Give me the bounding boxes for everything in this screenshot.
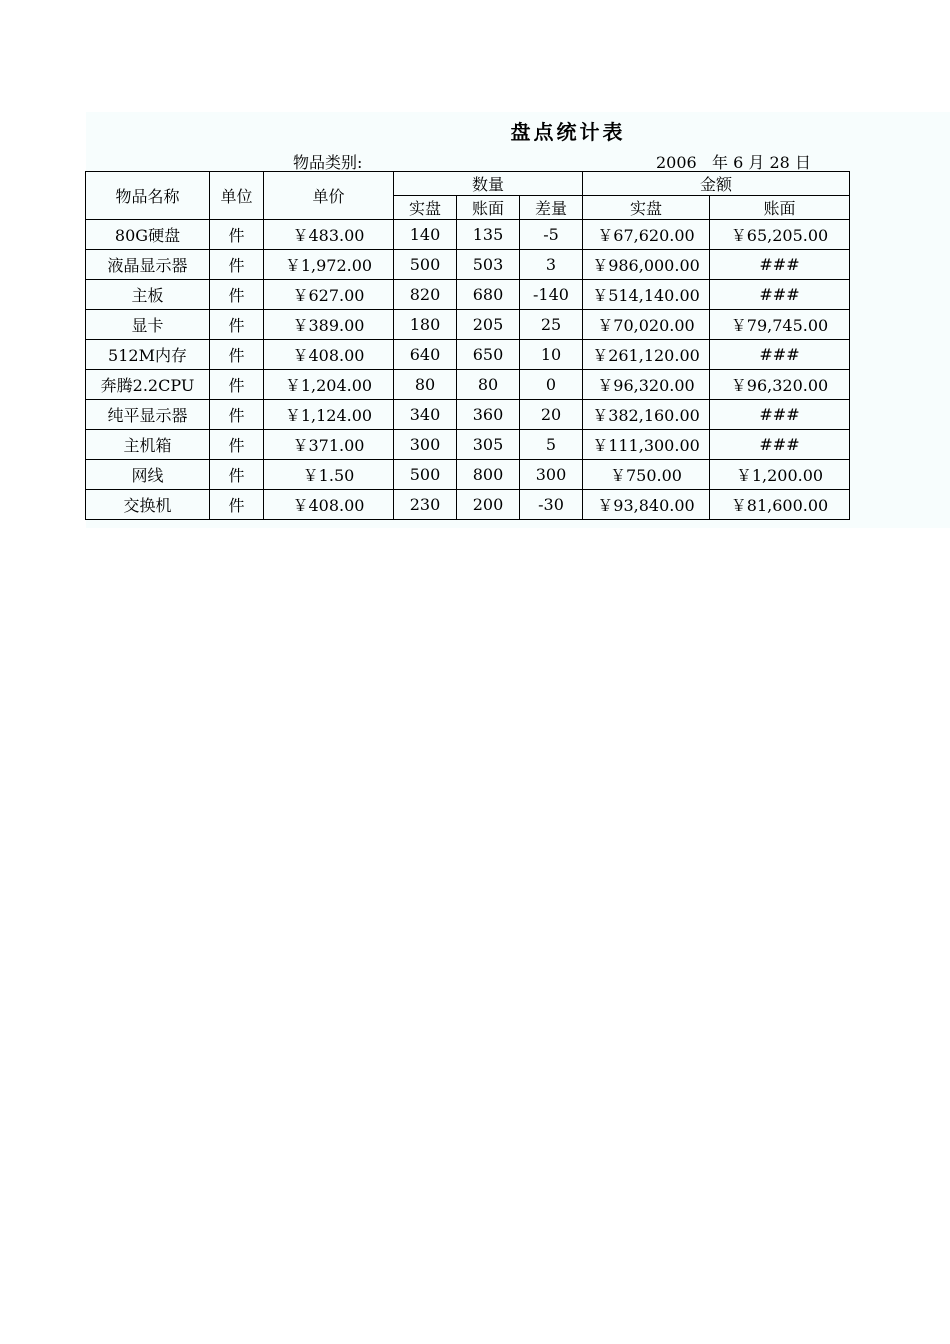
- cell-unit: 件: [210, 310, 264, 340]
- cell-amt-book: ###: [710, 340, 850, 370]
- cell-qty-actual: 140: [394, 220, 457, 250]
- cell-price: ￥1.50: [264, 460, 394, 490]
- cell-qty-diff: 0: [520, 370, 583, 400]
- table-row: [86, 310, 850, 340]
- cell-qty-actual: 180: [394, 310, 457, 340]
- table-row: [86, 250, 850, 280]
- sheet-title: [86, 116, 950, 145]
- cell-amt-actual: ￥96,320.00: [583, 370, 710, 400]
- header-amt-actual: 实盘: [583, 196, 710, 220]
- cell-qty-book: 650: [457, 340, 520, 370]
- cell-name: 主板: [86, 280, 210, 310]
- cell-amt-actual: ￥382,160.00: [583, 400, 710, 430]
- category-label: 物品类别:: [293, 153, 363, 172]
- header-unit: 单位: [210, 172, 264, 220]
- date-day: 28: [769, 153, 790, 172]
- cell-qty-book: 135: [457, 220, 520, 250]
- cell-unit: 件: [210, 250, 264, 280]
- table-row: [86, 460, 850, 490]
- header-quantity: 数量: [394, 172, 583, 196]
- table-row: [86, 490, 850, 520]
- cell-qty-actual: 500: [394, 250, 457, 280]
- date-year: 2006: [656, 153, 697, 172]
- cell-qty-book: 680: [457, 280, 520, 310]
- cell-name: 纯平显示器: [86, 400, 210, 430]
- cell-qty-actual: 80: [394, 370, 457, 400]
- cell-amt-book: ￥79,745.00: [710, 310, 850, 340]
- cell-price: ￥1,204.00: [264, 370, 394, 400]
- cell-unit: 件: [210, 460, 264, 490]
- cell-qty-book: 360: [457, 400, 520, 430]
- cell-name: 512M内存: [86, 340, 210, 370]
- cell-price: ￥408.00: [264, 490, 394, 520]
- header-amount: 金额: [583, 172, 850, 196]
- cell-qty-diff: 300: [520, 460, 583, 490]
- cell-qty-book: 200: [457, 490, 520, 520]
- date-month: 6: [733, 153, 744, 172]
- cell-amt-book: ###: [710, 280, 850, 310]
- cell-qty-book: 205: [457, 310, 520, 340]
- cell-name: 显卡: [86, 310, 210, 340]
- cell-name: 交换机: [86, 490, 210, 520]
- cell-qty-diff: -140: [520, 280, 583, 310]
- header-amt-book: 账面: [710, 196, 850, 220]
- cell-qty-book: 80: [457, 370, 520, 400]
- cell-amt-actual: ￥93,840.00: [583, 490, 710, 520]
- cell-amt-book: ###: [710, 400, 850, 430]
- sheet-title-text: 盘点统计表: [510, 120, 626, 144]
- cell-amt-book: ###: [710, 430, 850, 460]
- date-month-unit: 月: [748, 153, 765, 172]
- cell-qty-book: 800: [457, 460, 520, 490]
- cell-qty-diff: 20: [520, 400, 583, 430]
- cell-unit: 件: [210, 220, 264, 250]
- table-row: [86, 280, 850, 310]
- cell-qty-actual: 340: [394, 400, 457, 430]
- cell-amt-actual: ￥261,120.00: [583, 340, 710, 370]
- cell-qty-book: 503: [457, 250, 520, 280]
- cell-name: 液晶显示器: [86, 250, 210, 280]
- cell-qty-actual: 820: [394, 280, 457, 310]
- cell-qty-diff: 3: [520, 250, 583, 280]
- date-line: [656, 150, 811, 173]
- date-year-unit: 年: [711, 153, 728, 172]
- cell-price: ￥371.00: [264, 430, 394, 460]
- cell-amt-actual: ￥67,620.00: [583, 220, 710, 250]
- cell-qty-diff: 10: [520, 340, 583, 370]
- cell-amt-book: ￥96,320.00: [710, 370, 850, 400]
- cell-qty-diff: 5: [520, 430, 583, 460]
- cell-amt-actual: ￥70,020.00: [583, 310, 710, 340]
- cell-price: ￥408.00: [264, 340, 394, 370]
- cell-unit: 件: [210, 370, 264, 400]
- cell-unit: 件: [210, 280, 264, 310]
- header-qty-diff: 差量: [520, 196, 583, 220]
- table-row: [86, 370, 850, 400]
- cell-qty-book: 305: [457, 430, 520, 460]
- table-row: [86, 430, 850, 460]
- cell-unit: 件: [210, 340, 264, 370]
- cell-name: 80G硬盘: [86, 220, 210, 250]
- cell-amt-book: ￥65,205.00: [710, 220, 850, 250]
- cell-name: 奔腾2.2CPU: [86, 370, 210, 400]
- cell-price: ￥627.00: [264, 280, 394, 310]
- cell-amt-book: ###: [710, 250, 850, 280]
- header-qty-book: 账面: [457, 196, 520, 220]
- cell-amt-actual: ￥986,000.00: [583, 250, 710, 280]
- header-name: 物品名称: [86, 172, 210, 220]
- cell-amt-actual: ￥111,300.00: [583, 430, 710, 460]
- cell-qty-actual: 300: [394, 430, 457, 460]
- cell-unit: 件: [210, 400, 264, 430]
- cell-amt-book: ￥81,600.00: [710, 490, 850, 520]
- cell-price: ￥1,124.00: [264, 400, 394, 430]
- header-row-top: [86, 172, 850, 196]
- cell-amt-actual: ￥514,140.00: [583, 280, 710, 310]
- table-row: [86, 340, 850, 370]
- header-price: 单价: [264, 172, 394, 220]
- cell-price: ￥389.00: [264, 310, 394, 340]
- cell-amt-actual: ￥750.00: [583, 460, 710, 490]
- cell-price: ￥483.00: [264, 220, 394, 250]
- table-row: [86, 400, 850, 430]
- cell-unit: 件: [210, 430, 264, 460]
- cell-qty-diff: 25: [520, 310, 583, 340]
- table-body: [86, 220, 850, 520]
- cell-unit: 件: [210, 490, 264, 520]
- cell-price: ￥1,972.00: [264, 250, 394, 280]
- cell-qty-actual: 230: [394, 490, 457, 520]
- date-day-unit: 日: [794, 153, 811, 172]
- cell-qty-actual: 640: [394, 340, 457, 370]
- table-row: [86, 220, 850, 250]
- header-qty-actual: 实盘: [394, 196, 457, 220]
- cell-qty-diff: -30: [520, 490, 583, 520]
- cell-name: 网线: [86, 460, 210, 490]
- cell-qty-actual: 500: [394, 460, 457, 490]
- cell-name: 主机箱: [86, 430, 210, 460]
- inventory-table: [85, 171, 850, 520]
- cell-amt-book: ￥1,200.00: [710, 460, 850, 490]
- cell-qty-diff: -5: [520, 220, 583, 250]
